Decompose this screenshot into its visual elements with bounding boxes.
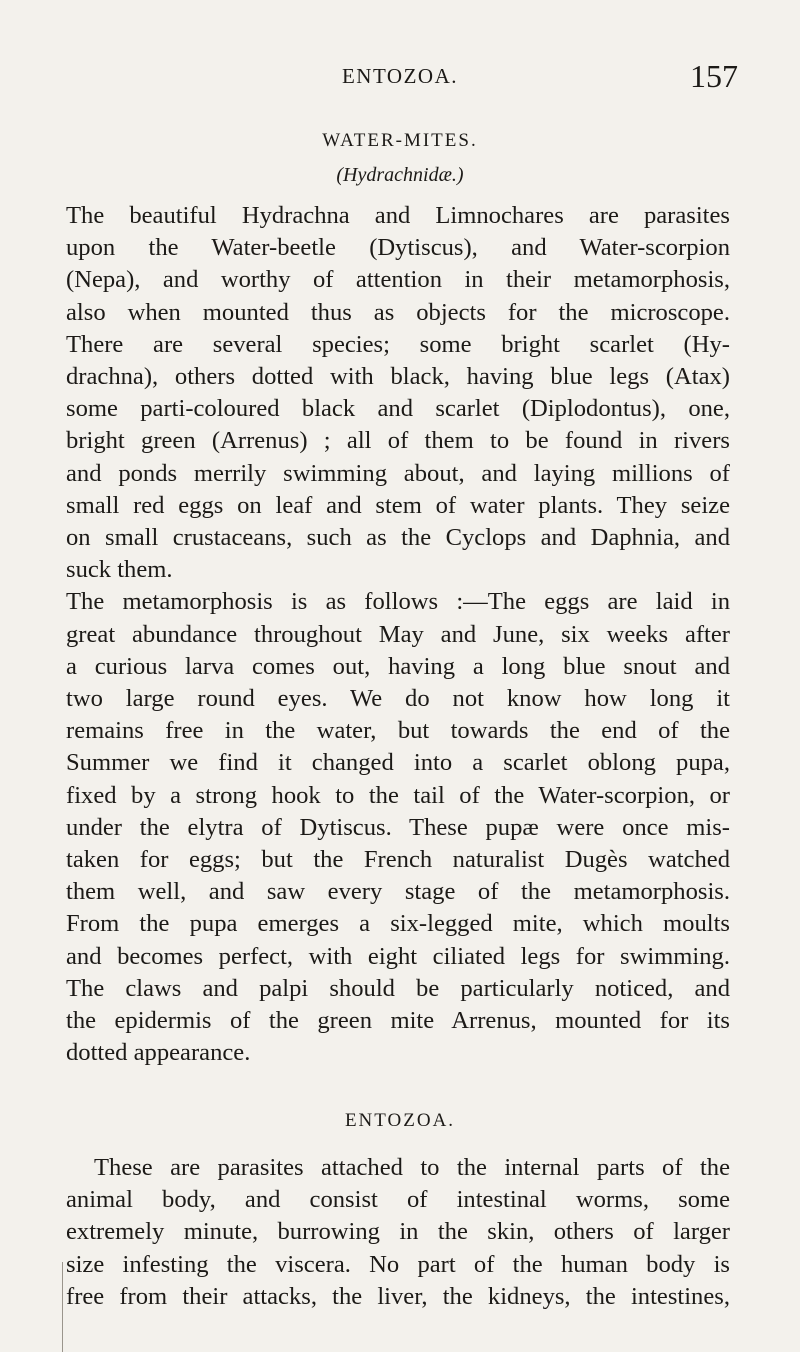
text-line: and becomes perfect, with eight ciliated legs for swimming.: [66, 942, 730, 970]
text-line: drachna), others dotted with black, having blue legs (Atax): [66, 363, 730, 391]
text-line: some parti-coloured black and scarlet (Diplodontus), one,: [66, 395, 730, 423]
text-line: Summer we find it changed into a scarlet oblong pupa,: [66, 749, 730, 777]
section-heading-water-mites: WATER-MITES.: [322, 130, 478, 151]
text-line: The metamorphosis is as follows :—The eggs are laid in: [66, 588, 730, 616]
text-line: bright green (Arrenus) ; all of them to be found in rivers: [66, 427, 730, 455]
entozoa-body: [66, 1152, 730, 1313]
text-line: two large round eyes. We do not know how long it: [66, 685, 730, 713]
water-mites-body: [66, 200, 730, 1069]
text-line: free from their attacks, the liver, the kidneys, the intestines,: [66, 1282, 730, 1310]
text-line: The claws and palpi should be particularly noticed, and: [66, 974, 730, 1002]
section-heading-entozoa: ENTOZOA.: [344, 1110, 456, 1131]
page-number: 157: [690, 58, 738, 94]
running-head-title: ENTOZOA.: [341, 64, 458, 88]
text-line: small red eggs on leaf and stem of water plants. They seize: [66, 491, 730, 519]
text-line: dotted appearance.: [66, 1039, 251, 1067]
running-head: [60, 58, 740, 98]
page-edge-line: [62, 1262, 63, 1352]
text-line: fixed by a strong hook to the tail of the Water-scorpion, or: [66, 781, 730, 809]
text-line: The beautiful Hydrachna and Limnochares are parasites: [66, 202, 730, 229]
text-line: taken for eggs; but the French naturalist Dugès watched: [66, 846, 730, 874]
text-line: on small crustaceans, such as the Cyclops and Daphnia, and: [66, 524, 730, 552]
text-line: under the elytra of Dytiscus. These pupæ were once mis-: [66, 813, 730, 841]
section-subheading-hydrachnidae: (Hydrachnidæ.): [336, 164, 464, 186]
text-line: extremely minute, burrowing in the skin, others of larger: [66, 1218, 730, 1246]
text-line: From the pupa emerges a six-legged mite, which moults: [66, 910, 730, 938]
text-line: them well, and saw every stage of the metamorphosis.: [66, 878, 730, 906]
text-line: suck them.: [66, 556, 173, 584]
text-line: These are parasites attached to the internal parts of the: [94, 1154, 730, 1181]
text-line: There are several species; some bright scarlet (Hy-: [66, 330, 730, 358]
text-line: upon the Water-beetle (Dytiscus), and Water-scorpion: [66, 234, 730, 262]
text-line: size infesting the viscera. No part of the human body is: [66, 1250, 730, 1278]
text-line: and ponds merrily swimming about, and laying millions of: [66, 459, 730, 487]
text-line: animal body, and consist of intestinal worms, some: [66, 1186, 730, 1214]
text-line: remains free in the water, but towards the end of the: [66, 717, 730, 745]
text-line: great abundance throughout May and June, six weeks after: [66, 620, 730, 648]
text-line: (Nepa), and worthy of attention in their metamorphosis,: [66, 266, 730, 294]
text-line: also when mounted thus as objects for the microscope.: [66, 298, 730, 326]
text-line: the epidermis of the green mite Arrenus, mounted for its: [66, 1007, 730, 1035]
text-line: a curious larva comes out, having a long blue snout and: [66, 652, 730, 680]
